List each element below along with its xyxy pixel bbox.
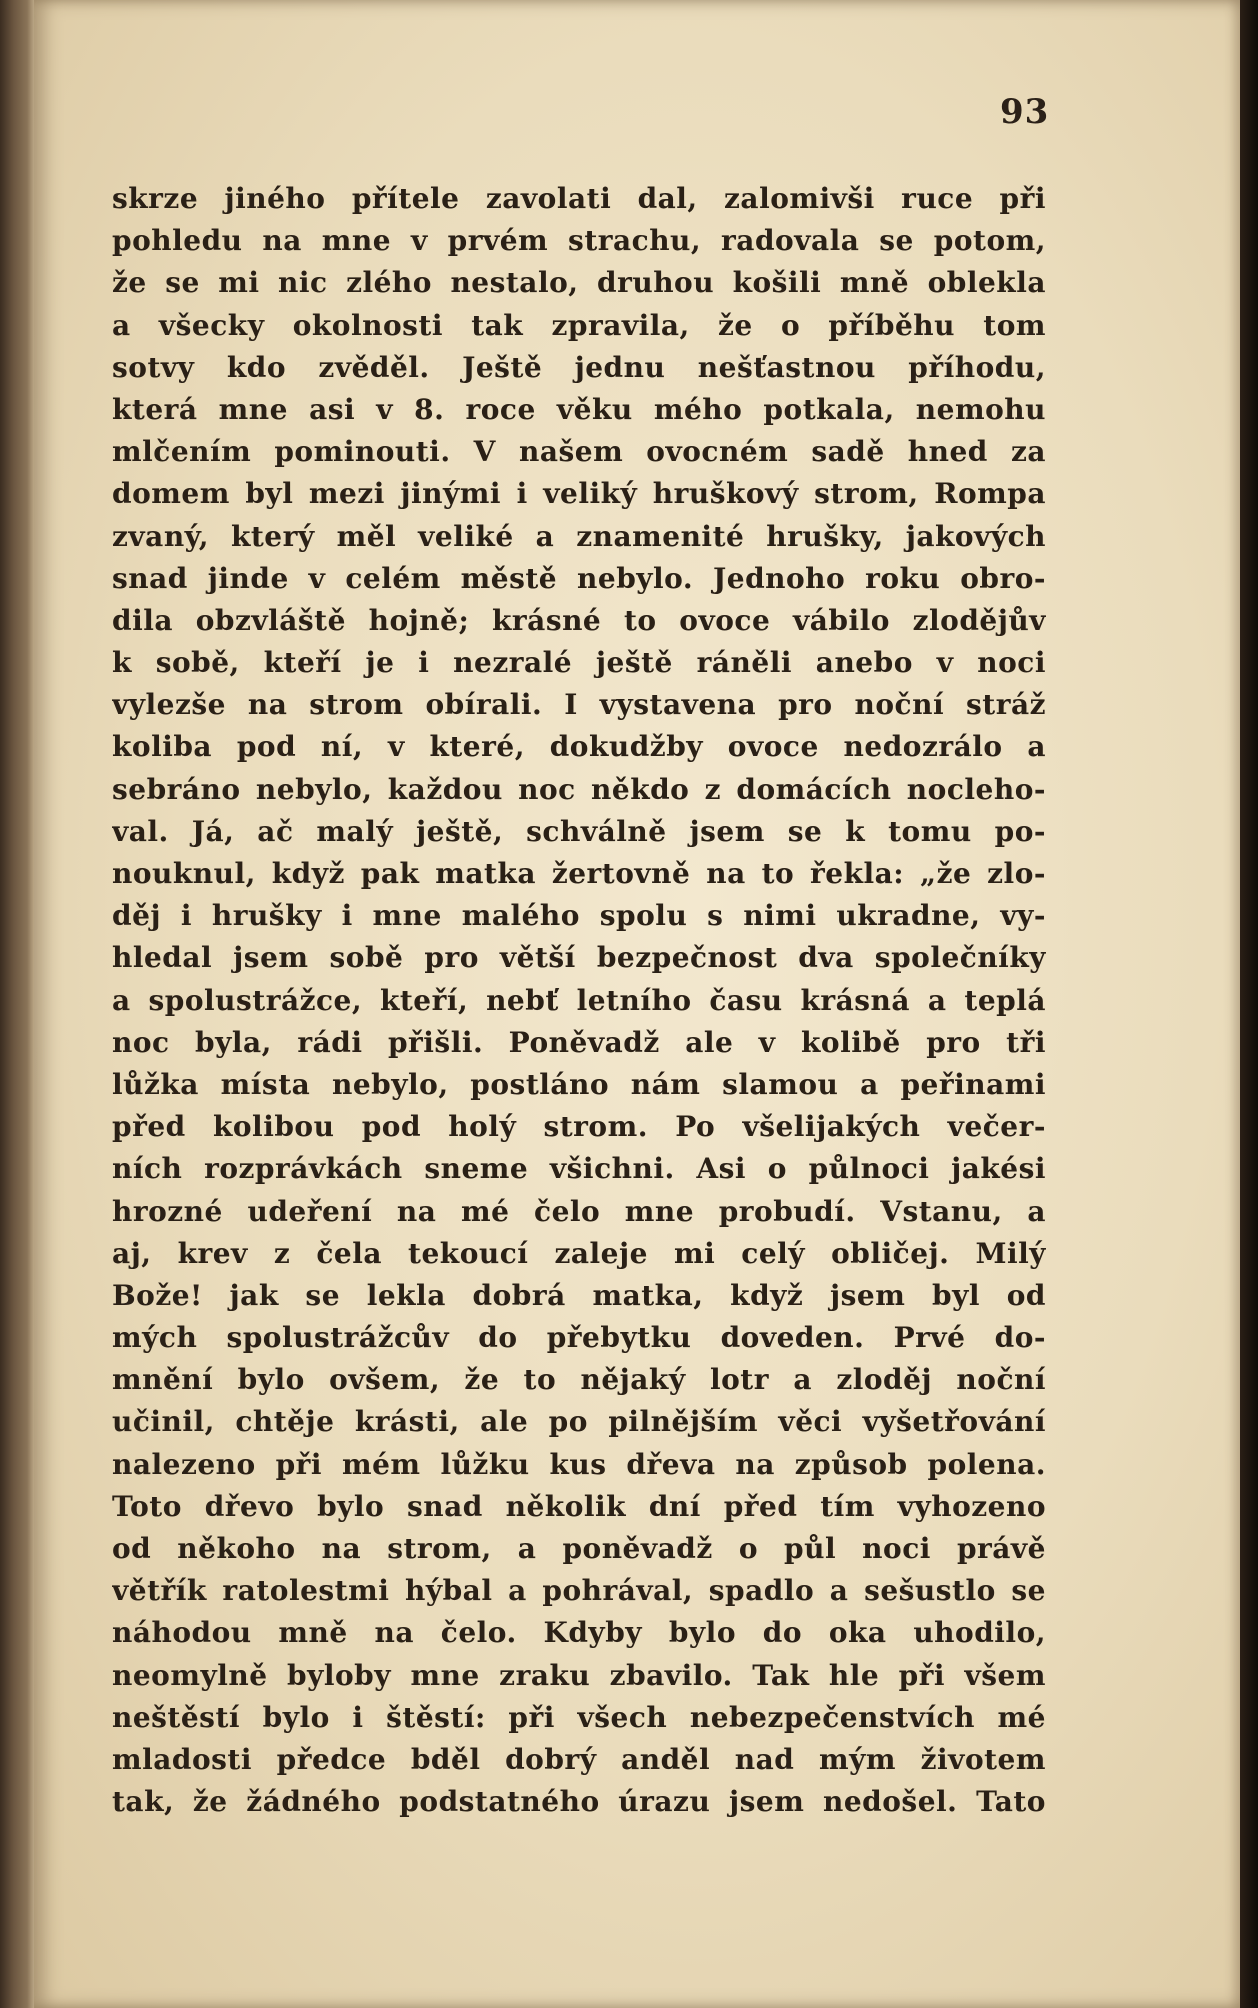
text-line: že se mi nic zlého nestalo, druhou košili mně oblekla (112, 266, 1046, 300)
text-line: snad jinde v celém městě nebylo. Jednoho roku obro- (112, 561, 1046, 595)
text-line: tak, že žádného podstatného úrazu jsem nedošel. Tato (112, 1785, 1046, 1819)
text-line: Bože! jak se lekla dobrá matka, když jsem byl od (112, 1278, 1046, 1312)
text-line: před kolibou pod holý strom. Po všelijakých večer- (112, 1110, 1046, 1144)
text-line: pohledu na mne v prvém strachu, radovala se potom, (112, 224, 1046, 258)
text-line: koliba pod ní, v které, dokudžby ovoce nedozrálo a (112, 730, 1046, 764)
text-line: neomylně byloby mne zraku zbavilo. Tak hle při všem (112, 1658, 1046, 1692)
text-line: neštěstí bylo i štěstí: při všech nebezpečenstvích mé (112, 1700, 1046, 1734)
text-line: val. Já, ač malý ještě, schválně jsem se k tomu po- (112, 814, 1046, 848)
text-line: mlčením pominouti. V našem ovocném sadě hned za (112, 435, 1046, 469)
body-text (112, 178, 1046, 1823)
text-line: hledal jsem sobě pro větší bezpečnost dva společníky (112, 941, 1046, 975)
text-line: mladosti předce bděl dobrý anděl nad mým životem (112, 1742, 1046, 1776)
text-line: skrze jiného přítele zavolati dal, zalomivši ruce při (112, 182, 1046, 215)
text-line: zvaný, který měl veliké a znamenité hrušky, jakových (112, 519, 1046, 553)
text-line: učinil, chtěje krásti, ale po pilnějším věci vyšetřování (112, 1405, 1046, 1439)
text-line: aj, krev z čela tekoucí zaleje mi celý obličej. Milý (112, 1236, 1046, 1270)
text-line: nalezeno při mém lůžku kus dřeva na způsob polena. (112, 1447, 1046, 1481)
text-line: mých spolustrážcův do přebytku doveden. Prvé do- (112, 1321, 1046, 1355)
text-line: která mne asi v 8. roce věku mého potkala, nemohu (112, 392, 1046, 426)
text-line: k sobě, kteří je i nezralé ještě ráněli anebo v noci (112, 646, 1046, 680)
text-line: mnění bylo ovšem, že to nějaký lotr a zloděj noční (112, 1363, 1046, 1397)
page-number: 93 (1000, 92, 1050, 132)
text-line: lůžka místa nebylo, postláno nám slamou a peřinami (112, 1067, 1046, 1101)
text-line: a všecky okolnosti tak zpravila, že o příběhu tom (112, 308, 1046, 342)
text-line: nouknul, když pak matka žertovně na to řekla: „že zlo- (112, 857, 1046, 890)
text-line: dila obzvláště hojně; krásné to ovoce vábilo zlodějův (112, 603, 1046, 637)
text-line: vylezše na strom obírali. I vystavena pro noční stráž (112, 688, 1046, 722)
text-line: sotvy kdo zvěděl. Ještě jednu nešťastnou příhodu, (112, 350, 1046, 384)
text-line: větřík ratolestmi hýbal a pohrával, spadlo a sešustlo se (112, 1574, 1046, 1608)
text-line: sebráno nebylo, každou noc někdo z domácích nocleho- (112, 772, 1046, 806)
text-line: noc byla, rádi přišli. Poněvadž ale v kolibě pro tři (112, 1025, 1046, 1059)
text-line: hrozné udeření na mé čelo mne probudí. Vstanu, a (112, 1194, 1046, 1228)
text-line: Toto dřevo bylo snad několik dní před tím vyhozeno (112, 1489, 1046, 1523)
text-line: děj i hrušky i mne malého spolu s nimi ukradne, vy- (112, 899, 1046, 933)
text-line: a spolustrážce, kteří, nebť letního času krásná a teplá (112, 983, 1046, 1017)
text-line: náhodou mně na čelo. Kdyby bylo do oka uhodilo, (112, 1616, 1046, 1650)
book-spine-edge (0, 0, 34, 2008)
page-right-edge (1240, 0, 1258, 2008)
text-line: od někoho na strom, a poněvadž o půl noci právě (112, 1532, 1046, 1565)
text-line: domem byl mezi jinými i veliký hruškový strom, Rompa (112, 477, 1046, 511)
text-line: ních rozprávkách sneme všichni. Asi o půlnoci jakési (112, 1152, 1046, 1186)
